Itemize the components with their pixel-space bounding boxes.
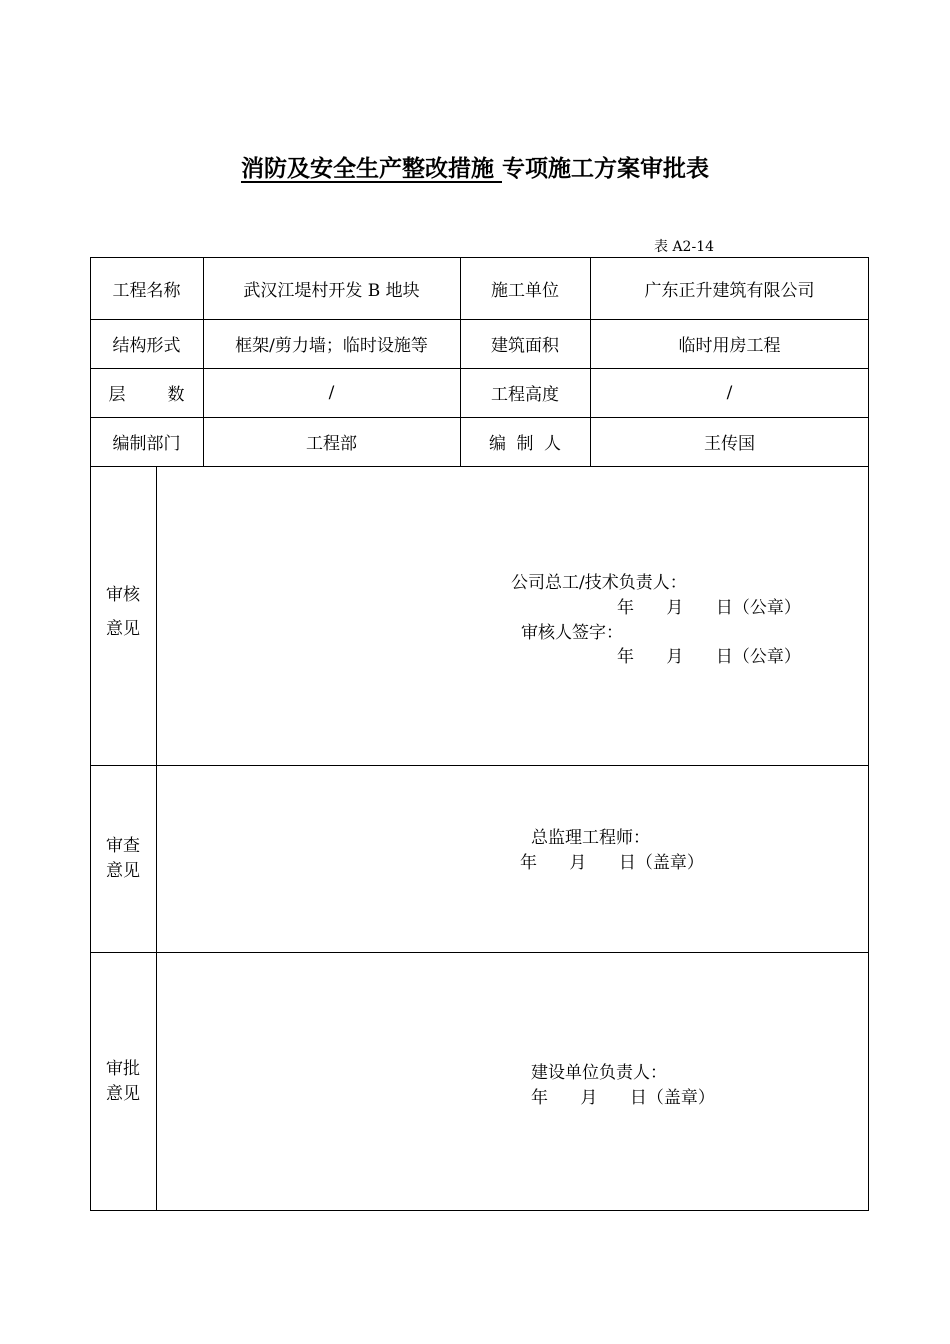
floors-label-char: 数 <box>167 385 185 405</box>
page-title <box>0 150 950 183</box>
author-label-char: 编 <box>489 434 506 454</box>
review-label-line: 意见 <box>106 619 140 639</box>
owner-signature-line: 建设单位负责人： <box>531 1063 667 1083</box>
author-label <box>460 417 590 466</box>
author-label-text <box>489 429 561 454</box>
project-name-value: 武汉江堤村开发 B 地块 <box>243 280 420 301</box>
construction-unit-label: 施工单位 <box>491 280 559 301</box>
review-date-line: 年 月 日（公章） <box>617 598 801 618</box>
row-divider <box>90 466 869 467</box>
author-label-char: 人 <box>544 434 561 454</box>
chief-engineer-signature-line: 公司总工/技术负责人： <box>511 573 687 593</box>
dept-label: 编制部门 <box>112 434 181 454</box>
row-divider <box>90 765 869 766</box>
review-label <box>90 578 156 646</box>
project-name-label: 工程名称 <box>112 280 181 301</box>
dept-value: 工程部 <box>306 434 357 454</box>
title-underlined: 消防及安全生产整改措施 <box>240 156 502 182</box>
inspection-label <box>90 834 156 884</box>
title-rest: 专项施工方案审批表 <box>502 156 709 182</box>
review-label-line: 审核 <box>106 585 140 605</box>
review-date-line: 年 月 日（公章） <box>617 647 801 667</box>
height-value: / <box>726 382 733 403</box>
inspection-label-line: 意见 <box>106 861 140 881</box>
approval-label <box>90 1057 156 1107</box>
height-label: 工程高度 <box>491 385 559 405</box>
structure-label: 结构形式 <box>112 336 181 356</box>
floors-label <box>90 368 203 417</box>
floors-value: / <box>328 382 335 403</box>
author-value: 王传国 <box>704 434 755 454</box>
supervisor-signature-line: 总监理工程师： <box>531 828 650 848</box>
floors-label-char: 层 <box>108 385 126 405</box>
row-divider <box>90 952 869 953</box>
author-label-char: 制 <box>516 434 534 454</box>
column-divider <box>156 466 157 1211</box>
form-number: 表 A2-14 <box>654 239 715 255</box>
floors-label-text <box>109 380 185 405</box>
area-value: 临时用房工程 <box>678 336 781 356</box>
inspection-label-line: 审查 <box>106 836 140 856</box>
approval-label-line: 审批 <box>106 1059 140 1079</box>
approval-date-line: 年 月 日（盖章） <box>531 1088 715 1108</box>
reviewer-signature-line: 审核人签字： <box>521 623 623 643</box>
approval-label-line: 意见 <box>106 1084 140 1104</box>
structure-value: 框架/剪力墙；临时设施等 <box>235 336 428 356</box>
area-label: 建筑面积 <box>491 336 559 356</box>
construction-unit-value: 广东正升建筑有限公司 <box>644 280 815 301</box>
inspection-date-line: 年 月 日（盖章） <box>520 853 704 873</box>
